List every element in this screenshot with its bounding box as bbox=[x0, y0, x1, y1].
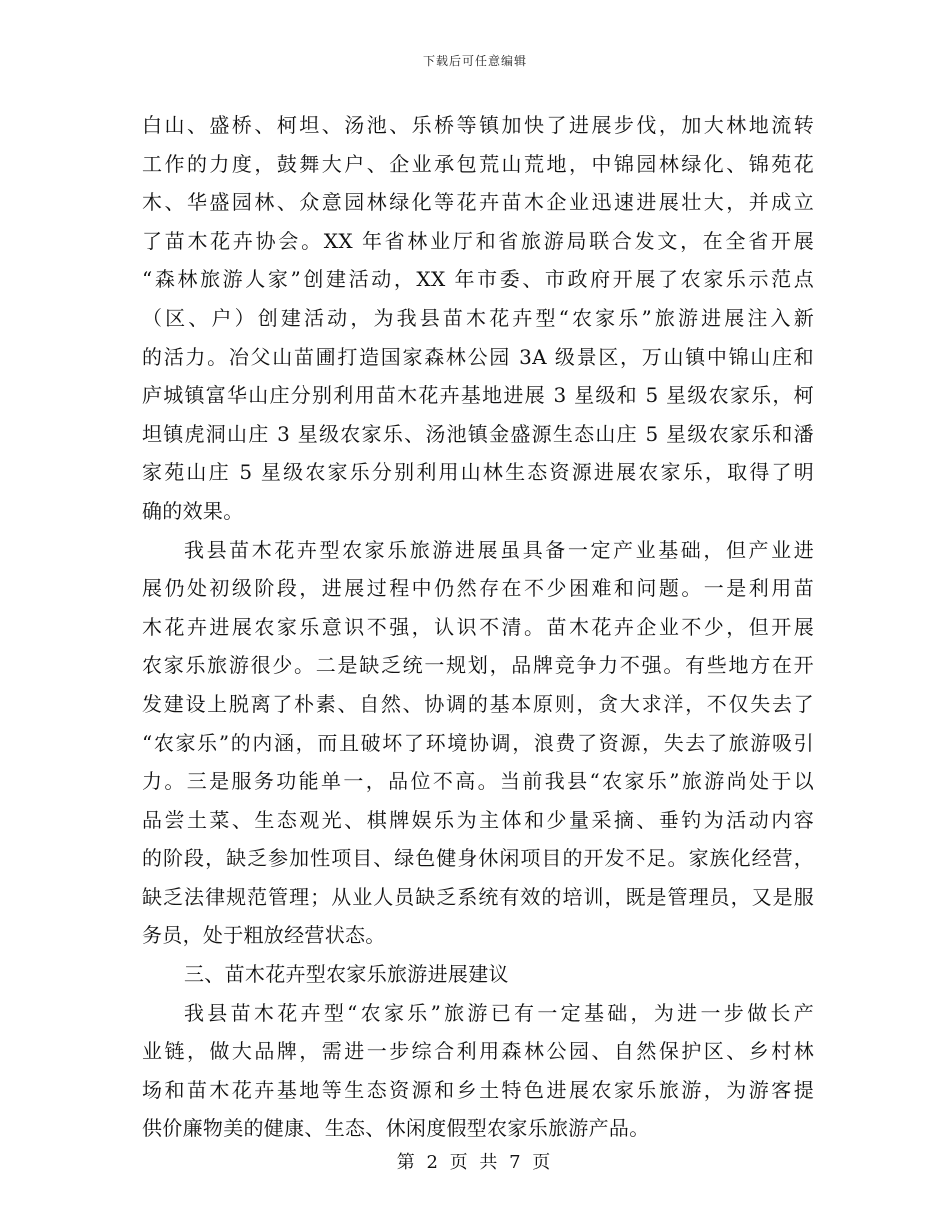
text-line: 白山、盛桥、柯坦、汤池、乐桥等镇加快了进展步伐，加大林地流转 bbox=[142, 113, 814, 137]
text-line: 缺乏法律规范管理；从业人员缺乏系统有效的培训，既是管理员，又是服 bbox=[142, 884, 814, 909]
text-line: 展仍处初级阶段，进展过程中仍然存在不少困难和问题。一是利用苗 bbox=[142, 576, 814, 601]
text-line: 三、苗木花卉型农家乐旅游进展建议 bbox=[184, 962, 509, 987]
text-line: 确的效果。 bbox=[142, 498, 244, 523]
text-line: 供价廉物美的健康、生态、休闲度假型农家乐旅游产品。 bbox=[142, 1116, 650, 1141]
text-line: 坦镇虎洞山庄 3 星级农家乐、汤池镇金盛源生态山庄 5 星级农家乐和潘 bbox=[142, 421, 814, 446]
text-line: 了苗木花卉协会。XX 年省林业厅和省旅游局联合发文，在全省开展 bbox=[142, 228, 814, 253]
text-line: 我县苗木花卉型“农家乐”旅游已有一定基础，为进一步做长产 bbox=[184, 1000, 814, 1025]
text-line: 务员，处于粗放经营状态。 bbox=[142, 923, 386, 948]
text-line: 力。三是服务功能单一，品位不高。当前我县“农家乐”旅游尚处于以 bbox=[142, 769, 814, 794]
text-line: 发建设上脱离了朴素、自然、协调的基本原则，贪大求洋，不仅失去了 bbox=[142, 691, 814, 716]
text-line: 的阶段，缺乏参加性项目、绿色健身休闲项目的开发不足。家族化经营， bbox=[142, 846, 814, 871]
text-line: 农家乐旅游很少。二是缺乏统一规划，品牌竞争力不强。有些地方在开 bbox=[142, 653, 814, 678]
text-line: “农家乐”的内涵，而且破坏了环境协调，浪费了资源，失去了旅游吸引 bbox=[142, 730, 814, 755]
text-line: 的活力。冶父山苗圃打造国家森林公园 3A 级景区，万山镇中锦山庄和 bbox=[142, 344, 814, 369]
page-header: 下载后可任意编辑 bbox=[422, 54, 527, 68]
text-line: 业链，做大品牌，需进一步综合利用森林公园、自然保护区、乡村林 bbox=[142, 1039, 814, 1064]
text-line: 庐城镇富华山庄分别利用苗木花卉基地进展 3 星级和 5 星级农家乐，柯 bbox=[142, 383, 814, 408]
page-number-footer: 第 2 页 共 7 页 bbox=[396, 1152, 554, 1173]
text-line: 场和苗木花卉基地等生态资源和乡土特色进展农家乐旅游，为游客提 bbox=[142, 1077, 814, 1102]
text-line: 家苑山庄 5 星级农家乐分别利用山林生态资源进展农家乐，取得了明 bbox=[142, 460, 814, 485]
text-line: 木、华盛园林、众意园林绿化等花卉苗木企业迅速进展壮大，并成立 bbox=[142, 190, 814, 215]
text-line: 工作的力度，鼓舞大户、企业承包荒山荒地，中锦园林绿化、锦苑花 bbox=[142, 151, 814, 176]
text-line: 我县苗木花卉型农家乐旅游进展虽具备一定产业基础，但产业进 bbox=[184, 537, 814, 562]
text-line: 木花卉进展农家乐意识不强，认识不清。苗木花卉企业不少，但开展 bbox=[142, 614, 814, 639]
document-body bbox=[142, 106, 814, 1148]
text-line: 品尝土菜、生态观光、棋牌娱乐为主体和少量采摘、垂钓为活动内容 bbox=[142, 807, 814, 832]
text-line: “森林旅游人家”创建活动，XX 年市委、市政府开展了农家乐示范点 bbox=[142, 267, 814, 292]
text-line: （区、户）创建活动，为我县苗木花卉型“农家乐”旅游进展注入新 bbox=[142, 305, 814, 330]
